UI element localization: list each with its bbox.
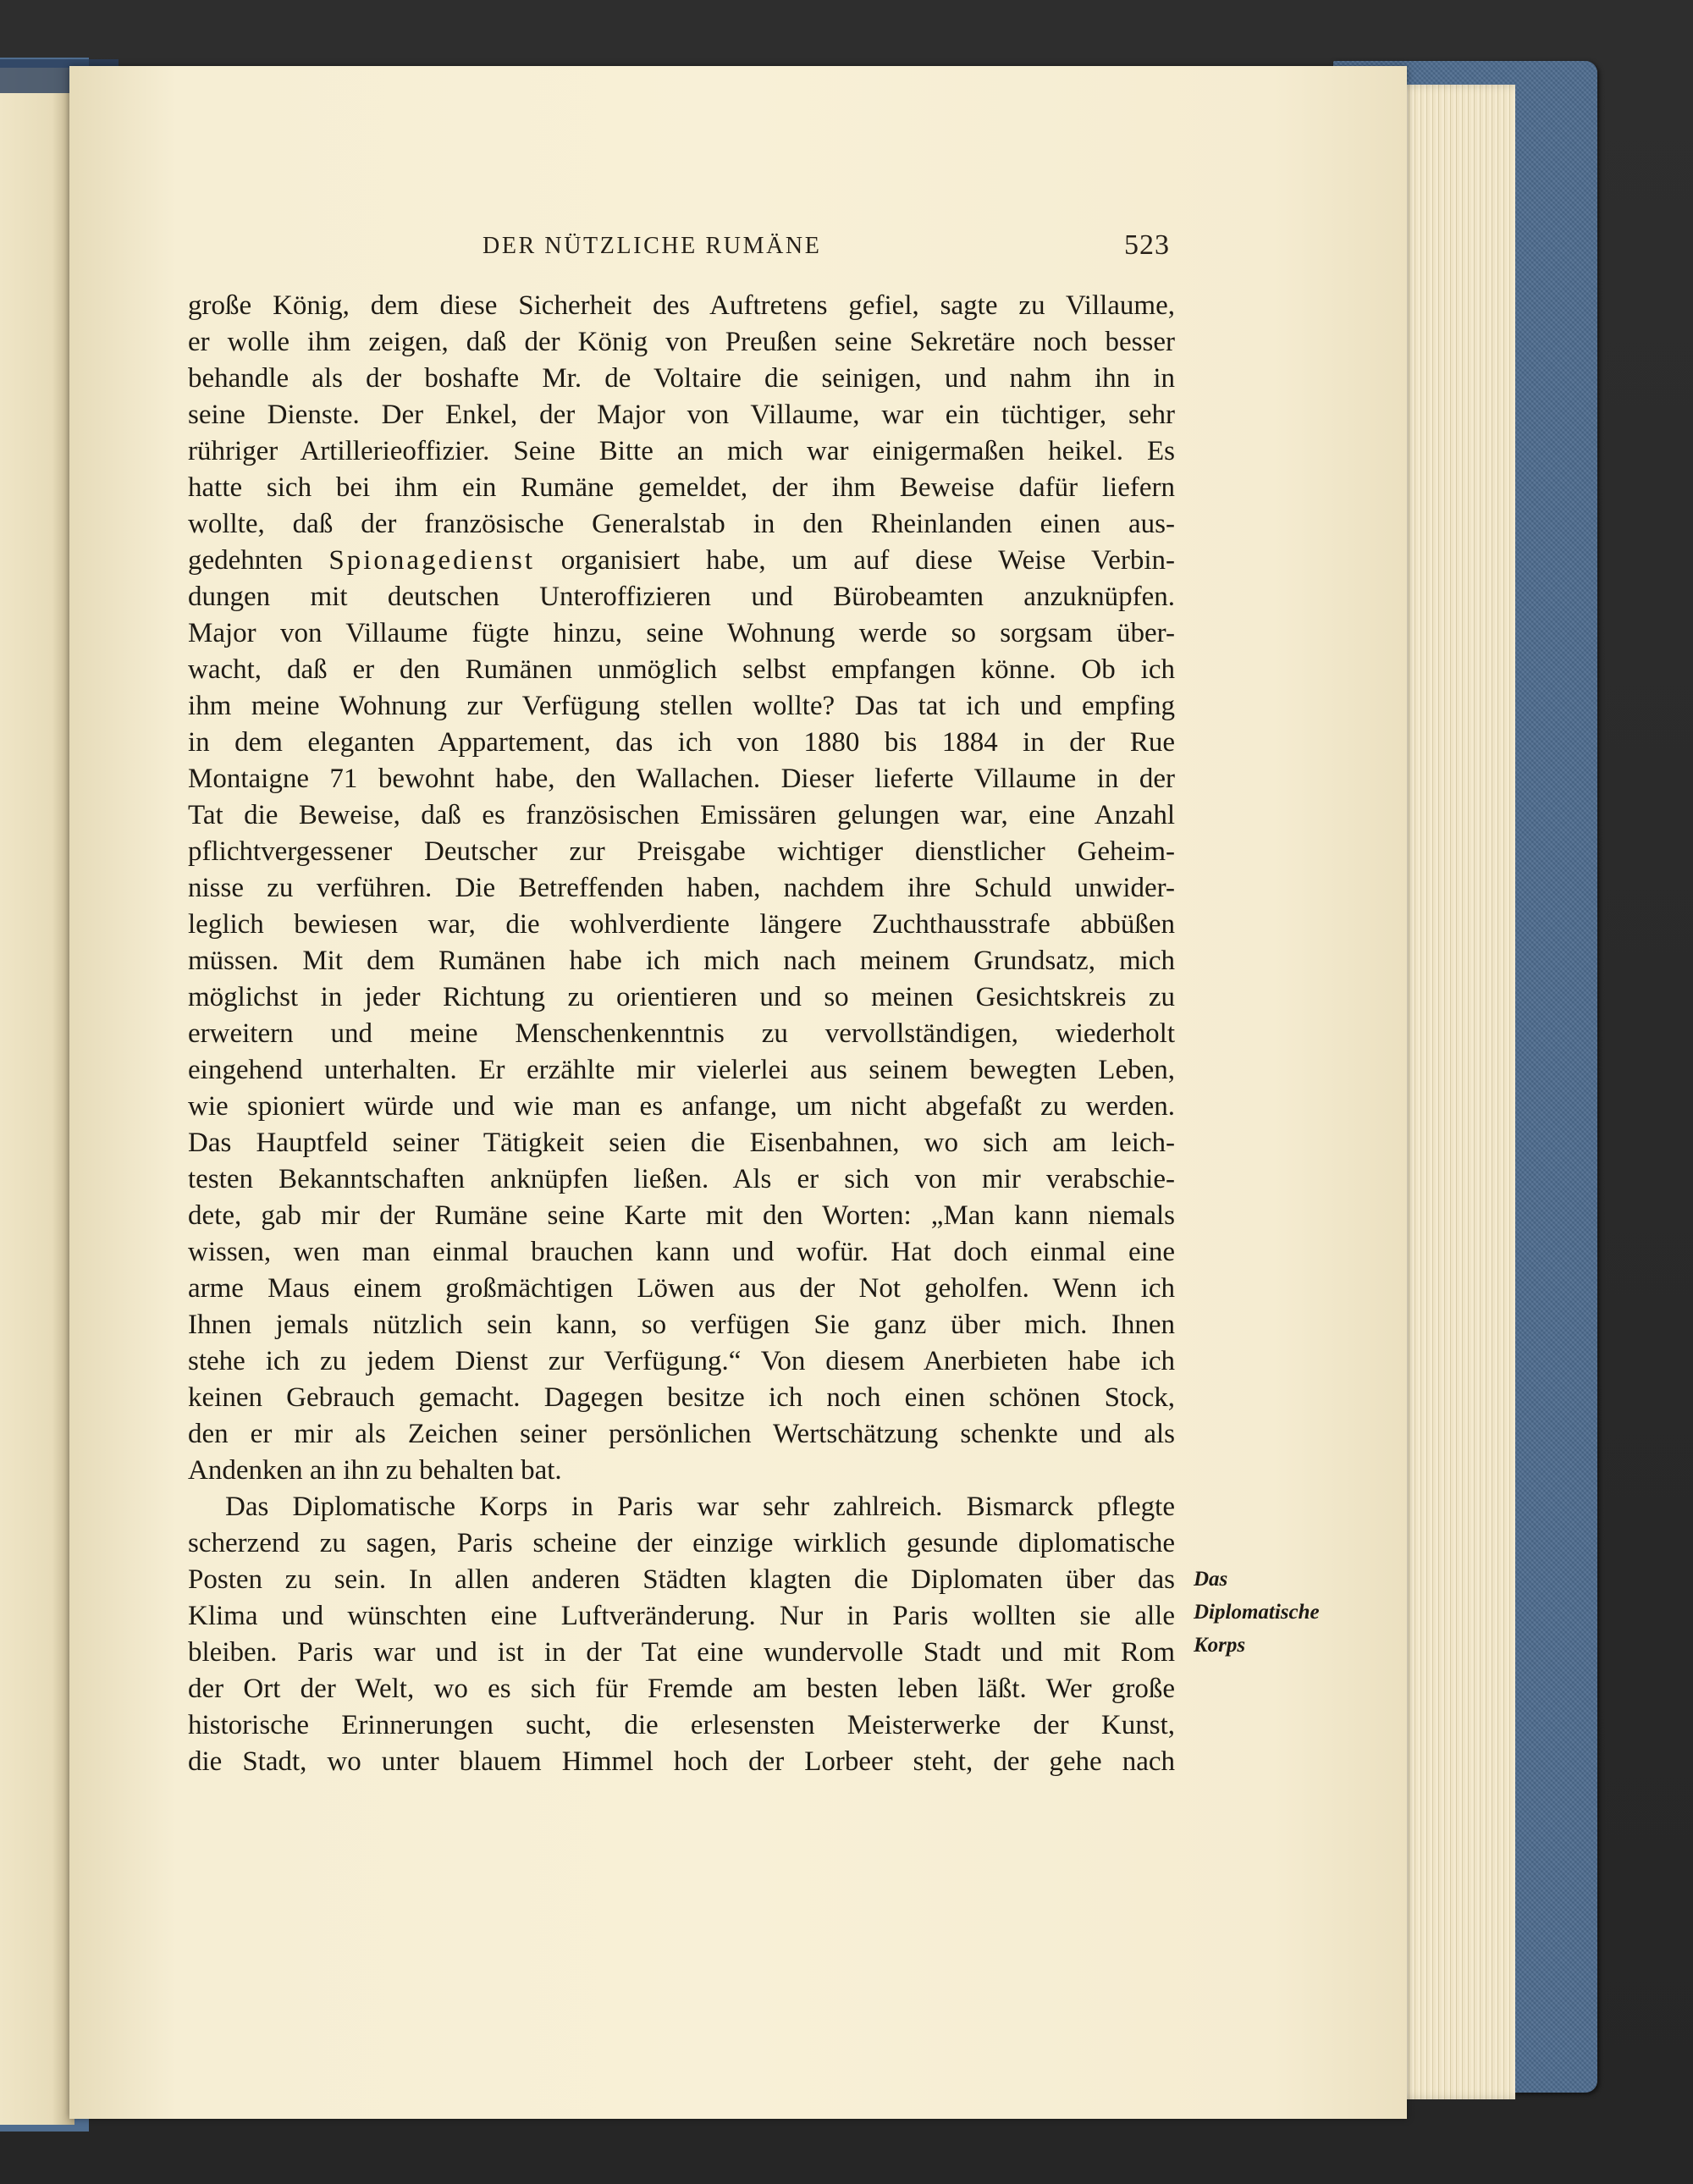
margin-note-line: Diplomatische — [1194, 1601, 1320, 1624]
text-line: pflichtvergessener Deutscher zur Preisgabe wichtiger dienstlicher Geheim- — [188, 836, 1175, 867]
text-line: Tat die Beweise, daß es französischen Emissären gelungen war, eine Anzahl — [188, 800, 1175, 830]
margin-note — [1194, 1563, 1320, 1662]
paragraph-start-line: Das Diplomatische Korps in Paris war sehr zahlreich. Bismarck pflegte — [225, 1492, 1175, 1522]
text-line: große König, dem diese Sicherheit des Auftretens gefiel, sagte zu Villaume, — [188, 290, 1175, 321]
text-line: eingehend unterhalten. Er erzählte mir vielerlei aus seinem bewegten Leben, — [188, 1055, 1175, 1085]
text-line: scherzend zu sagen, Paris scheine der einzige wirklich gesunde diplomatische — [188, 1528, 1175, 1558]
running-head — [188, 229, 1170, 267]
text-segment: organisiert habe, um auf diese Weise Verbin- — [535, 545, 1175, 576]
text-line: arme Maus einem großmächtigen Löwen aus der Not geholfen. Wenn ich — [188, 1273, 1175, 1304]
facing-page-edge — [0, 68, 74, 2125]
spaced-term: Spionagedienst — [328, 545, 536, 576]
page-number: 523 — [1124, 229, 1170, 261]
body-text — [188, 288, 1175, 1780]
text-line: wollte, daß der französische Generalstab in den Rheinlanden einen aus- — [188, 509, 1175, 539]
running-head-title: DER NÜTZLICHE RUMÄNE — [483, 233, 822, 259]
text-line: Ihnen jemals nützlich sein kann, so verfügen Sie ganz über mich. Ihnen — [188, 1310, 1175, 1340]
text-line: der Ort der Welt, wo es sich für Fremde am besten leben läßt. Wer große — [188, 1674, 1175, 1704]
text-line: Klima und wünschten eine Luftveränderung. Nur in Paris wollten sie alle — [188, 1601, 1175, 1631]
text-line: ihm meine Wohnung zur Verfügung stellen wollte? Das tat ich und empfing — [188, 691, 1175, 721]
text-line: er wolle ihm zeigen, daß der König von Preußen seine Sekretäre noch besser — [188, 327, 1175, 357]
text-line: Das Hauptfeld seiner Tätigkeit seien die Eisenbahnen, wo sich am leich- — [188, 1128, 1175, 1158]
text-line: wacht, daß er den Rumänen unmöglich selbst empfangen könne. Ob ich — [188, 654, 1175, 685]
text-line: bleiben. Paris war und ist in der Tat eine wundervolle Stadt und mit Rom — [188, 1637, 1175, 1668]
text-line: erweitern und meine Menschenkenntnis zu vervollständigen, wiederholt — [188, 1018, 1175, 1049]
text-line: wie spioniert würde und wie man es anfange, um nicht abgefaßt zu werden. — [188, 1091, 1175, 1122]
paragraph-end-line: Andenken an ihn zu behalten bat. — [188, 1455, 562, 1486]
text-line: testen Bekanntschaften anknüpfen ließen. Als er sich von mir verabschie- — [188, 1164, 1175, 1194]
text-line: Major von Villaume fügte hinzu, seine Wohnung werde so sorgsam über- — [188, 618, 1175, 648]
text-line-with-spaced-term — [188, 543, 1175, 579]
text-line: Posten zu sein. In allen anderen Städten klagten die Diplomaten über das — [188, 1564, 1175, 1595]
text-line: rühriger Artillerieoffizier. Seine Bitte an mich war einigermaßen heikel. Es — [188, 436, 1175, 466]
text-line: müssen. Mit dem Rumänen habe ich mich nach meinem Grundsatz, mich — [188, 946, 1175, 976]
text-line: nisse zu verführen. Die Betreffenden haben, nachdem ihre Schuld unwider- — [188, 873, 1175, 903]
text-line: seine Dienste. Der Enkel, der Major von Villaume, war ein tüchtiger, sehr — [188, 400, 1175, 430]
margin-note-line: Das — [1194, 1568, 1228, 1591]
text-line: keinen Gebrauch gemacht. Dagegen besitze ich noch einen schönen Stock, — [188, 1382, 1175, 1413]
page-block-edge — [1388, 85, 1515, 2099]
text-line: leglich bewiesen war, die wohlverdiente längere Zuchthausstrafe abbüßen — [188, 909, 1175, 940]
text-line: dungen mit deutschen Unteroffizieren und Bürobeamten anzuknüpfen. — [188, 582, 1175, 612]
text-line: hatte sich bei ihm ein Rumäne gemeldet, der ihm Beweise dafür liefern — [188, 472, 1175, 503]
text-line: stehe ich zu jedem Dienst zur Verfügung.“ Von diesem Anerbieten habe ich — [188, 1346, 1175, 1376]
text-segment: gedehnten — [188, 545, 329, 576]
text-line: die Stadt, wo unter blauem Himmel hoch der Lorbeer steht, der gehe nach — [188, 1746, 1175, 1777]
text-line: in dem eleganten Appartement, das ich von 1880 bis 1884 in der Rue — [188, 727, 1175, 758]
text-line: den er mir als Zeichen seiner persönlichen Wertschätzung schenkte und als — [188, 1419, 1175, 1449]
text-line: behandle als der boshafte Mr. de Voltaire die seinigen, und nahm ihn in — [188, 363, 1175, 394]
text-line: dete, gab mir der Rumäne seine Karte mit den Worten: „Man kann niemals — [188, 1200, 1175, 1231]
text-line: historische Erinnerungen sucht, die erlesensten Meisterwerke der Kunst, — [188, 1710, 1175, 1740]
text-line: möglichst in jeder Richtung zu orientieren und so meinen Gesichtskreis zu — [188, 982, 1175, 1012]
margin-note-line: Korps — [1194, 1634, 1246, 1657]
text-line: wissen, wen man einmal brauchen kann und wofür. Hat doch einmal eine — [188, 1237, 1175, 1267]
text-line: Montaigne 71 bewohnt habe, den Wallachen. Dieser lieferte Villaume in der — [188, 764, 1175, 794]
